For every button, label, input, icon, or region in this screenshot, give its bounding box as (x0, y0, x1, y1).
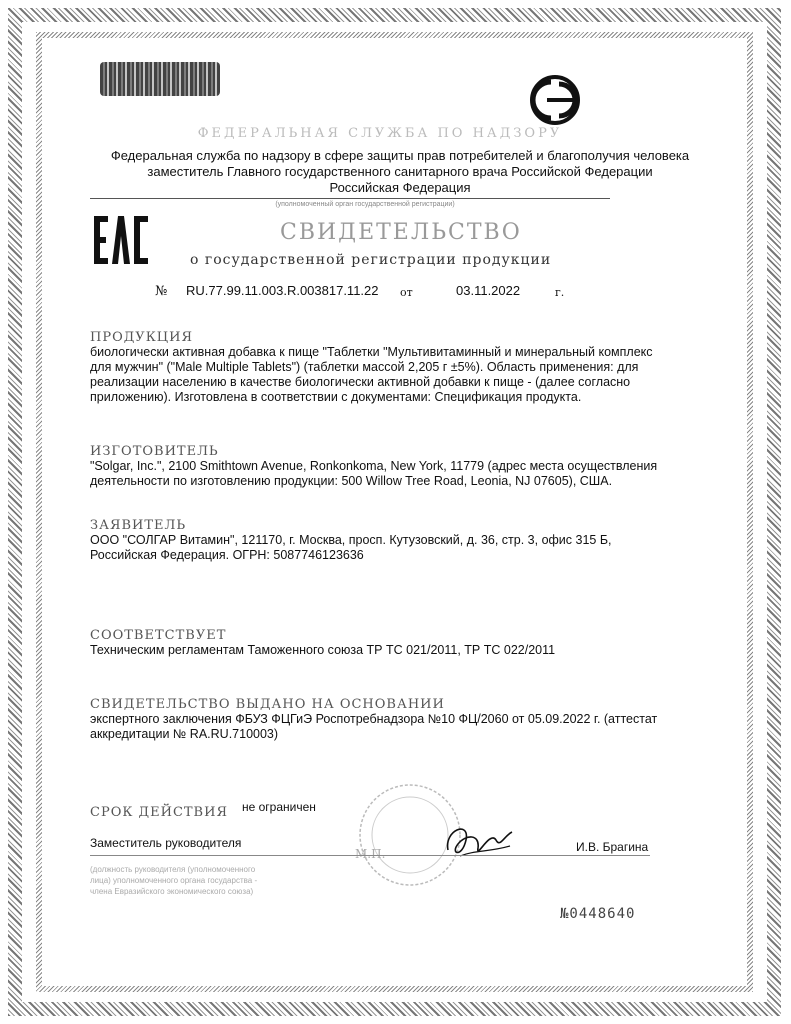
serial-number: №0448640 (560, 906, 636, 922)
agency-faded-title: ФЕДЕРАЛЬНАЯ СЛУЖБА ПО НАДЗОРУ (197, 126, 563, 141)
deputy-label: Заместитель руководителя (90, 836, 242, 850)
date-suffix: г. (555, 286, 565, 299)
section-line: ООО "СОЛГАР Витамин", 121170, г. Москва, просп. Кутузовский, д. 36, стр. 3, офис 315 Б, (90, 533, 612, 547)
validity-heading: СРОК ДЕЙСТВИЯ (90, 805, 228, 820)
section-heading: СВИДЕТЕЛЬСТВО ВЫДАНО НА ОСНОВАНИИ (90, 697, 445, 712)
header-line: заместитель Главного государственного санитарного врача Российской Федерации (147, 164, 653, 179)
validity-value: не ограничен (242, 800, 316, 814)
section-line: Российская Федерация. ОГРН: 5087746123636 (90, 548, 364, 562)
date-from-label: от (400, 286, 413, 299)
signer-name: И.В. Брагина (576, 840, 649, 854)
certificate-title: СВИДЕТЕЛЬСТВО (280, 220, 522, 245)
issue-date: 03.11.2022 (456, 283, 521, 298)
certificate-subtitle: о государственной регистрации продукции (190, 252, 552, 268)
section-line: приложению). Изготовлена в соответствии с документами: Спецификация продукта. (90, 390, 582, 404)
section-manufacturer (90, 444, 690, 489)
fine-line: члена Евразийского экономического союза) (90, 887, 254, 896)
section-product (90, 330, 690, 405)
section-basis (90, 697, 690, 742)
section-line: "Solgar, Inc.", 2100 Smithtown Avenue, Ronkonkoma, New York, 11779 (адрес места осуществления (90, 459, 658, 473)
number-label: № (155, 284, 168, 299)
section-heading: СООТВЕТСТВУЕТ (90, 628, 227, 643)
section-line: Техническим регламентам Таможенного союза ТР ТС 021/2011, ТР ТС 022/2011 (90, 643, 556, 657)
fine-line: (должность руководителя (уполномоченного (90, 865, 256, 874)
signature (440, 810, 520, 870)
registration-number: RU.77.99.11.003.R.003817.11.22 (186, 283, 379, 298)
section-heading: ЗАЯВИТЕЛЬ (90, 518, 187, 533)
fine-line: лица) уполномоченного органа государства - (90, 876, 258, 885)
section-line: реализации населению в качестве биологически активной добавки к пище - (далее согласно (90, 375, 631, 389)
section-line: экспертного заключения ФБУЗ ФЦГиЭ Роспотребнадзора №10 ФЦ/2060 от 05.09.2022 г. (аттестат (90, 712, 658, 726)
position-fine-print (90, 864, 350, 897)
eac-mark (92, 210, 152, 270)
svg-text:М.П.: М.П. (355, 847, 386, 861)
header-rule-caption: (уполномоченный орган государственной регистрации) (275, 201, 455, 208)
section-line: биологически активная добавка к пище "Таблетки "Мультивитаминный и минеральный комплекс (90, 345, 653, 359)
section-conforms (90, 628, 690, 658)
emblem-seal (100, 62, 220, 96)
header-line: Федеральная служба по надзору в сфере защиты прав потребителей и благополучия человека (110, 148, 690, 163)
section-heading: ПРОДУКЦИЯ (90, 330, 193, 345)
section-line: деятельности по изготовлению продукции: 500 Willow Tree Road, Leonia, NJ 07605), США. (90, 474, 613, 488)
section-applicant (90, 518, 690, 563)
issuing-authority (80, 148, 720, 196)
header-rule (90, 198, 610, 199)
section-line: аккредитации № RA.RU.710003) (90, 727, 279, 741)
section-heading: ИЗГОТОВИТЕЛЬ (90, 444, 219, 459)
ce-conformity-logo (515, 74, 595, 126)
header-line: Российская Федерация (329, 180, 471, 195)
section-line: для мужчин" ("Male Multiple Tablets") (таблетки массой 2,205 г ±5%). Область применения: для (90, 360, 639, 374)
signature-rule (90, 855, 650, 856)
